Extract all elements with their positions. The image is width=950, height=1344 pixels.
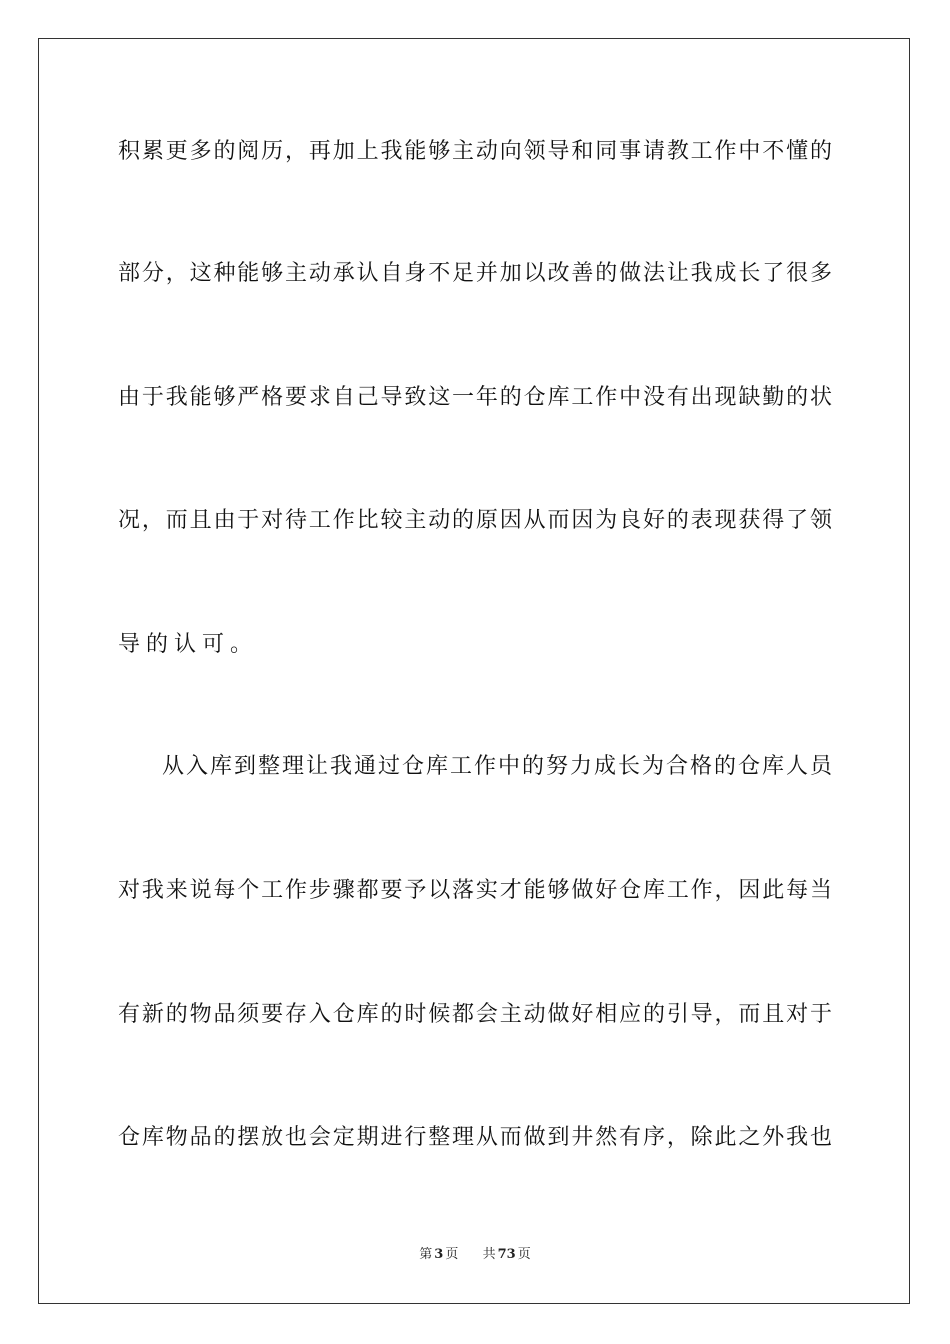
- page-border: [38, 38, 910, 1304]
- text-line: 积累更多的阅历，再加上我能够主动向领导和同事请教工作中不懂的: [118, 139, 832, 164]
- text-line: 仓库物品的摆放也会定期进行整理从而做到井然有序，除此之外我也: [118, 1125, 832, 1150]
- text-line: 对我来说每个工作步骤都要予以落实才能够做好仓库工作，因此每当: [118, 878, 832, 903]
- text-line: 由于我能够严格要求自己导致这一年的仓库工作中没有出现缺勤的状: [118, 385, 832, 410]
- text-line: 有新的物品须要存入仓库的时候都会主动做好相应的引导，而且对于: [118, 1002, 832, 1027]
- total-prefix: 共: [482, 1247, 496, 1262]
- page-suffix: 页: [445, 1247, 459, 1262]
- text-line: 导的认可。: [118, 632, 259, 657]
- page-number: 3: [434, 1247, 444, 1262]
- text-line: 部分，这种能够主动承认自身不足并加以改善的做法让我成长了很多: [118, 261, 832, 286]
- page-footer: [0, 1246, 950, 1264]
- text-line: 况，而且由于对待工作比较主动的原因从而因为良好的表现获得了领: [118, 508, 832, 533]
- total-suffix: 页: [517, 1247, 531, 1262]
- total-pages: 73: [497, 1247, 516, 1262]
- page-prefix: 第: [419, 1247, 433, 1262]
- text-line: 从入库到整理让我通过仓库工作中的努力成长为合格的仓库人员: [162, 754, 832, 779]
